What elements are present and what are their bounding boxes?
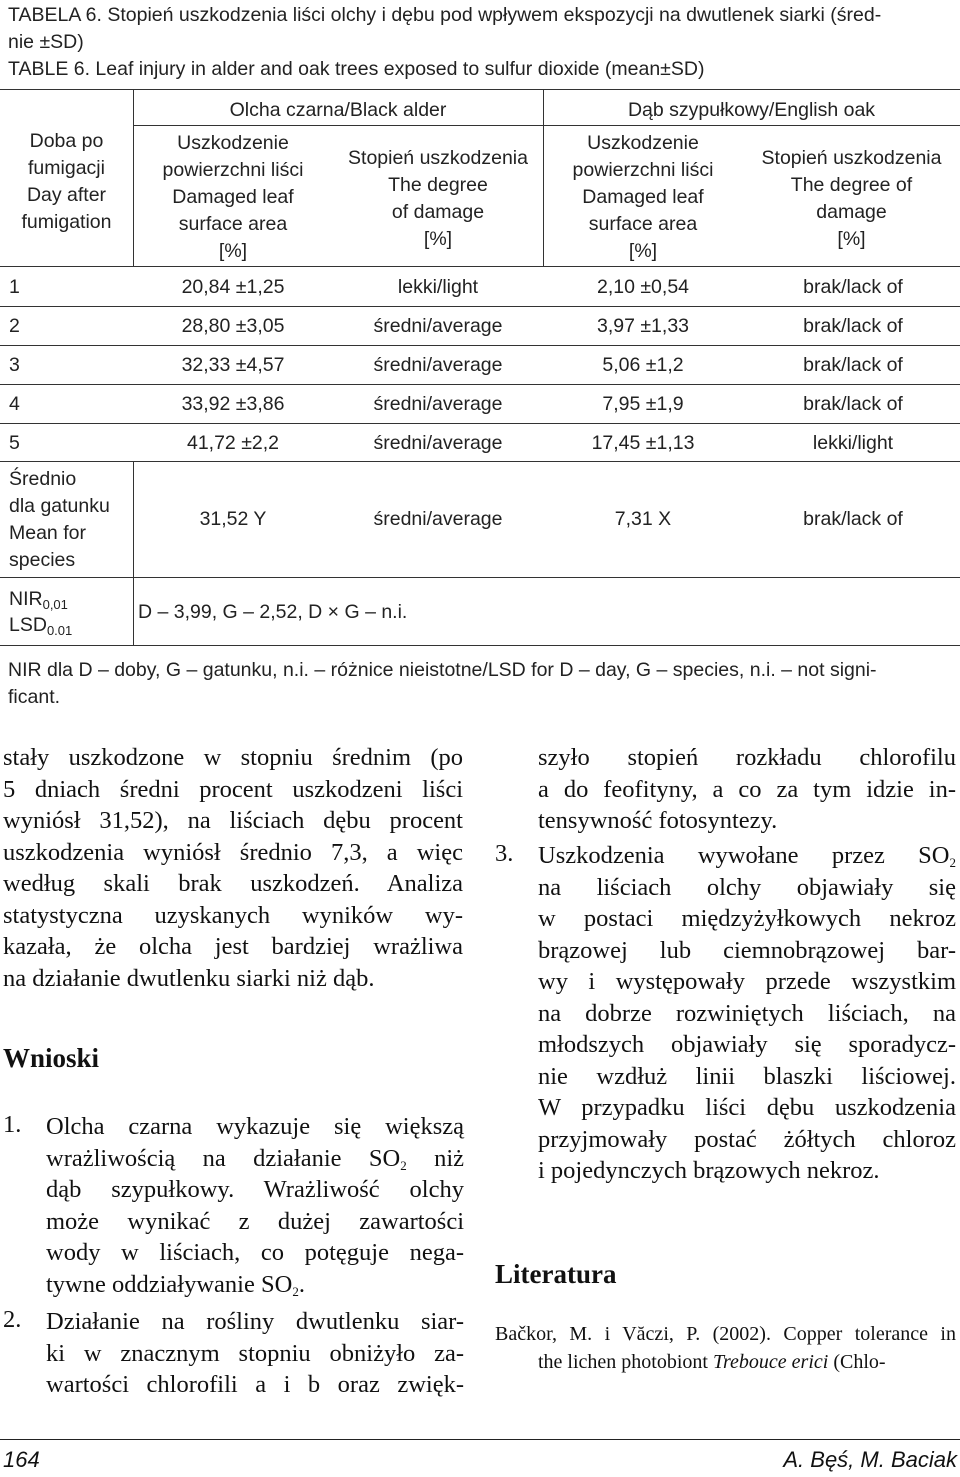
header-day: Doba po fumigacji Day after fumigation [21, 130, 112, 233]
table-note: NIR dla D – doby, G – gatunku, n.i. – różnice nieistotne/LSD for D – day, G – species, n.i. – not signi- ficant. [8, 659, 877, 708]
table-cell-alder-area: 33,92 ±3,86 [181, 393, 285, 415]
table-cell-day: 2 [9, 315, 20, 337]
table-row-rule [0, 423, 960, 424]
header-group-oak: Dąb szypułkowy/English oak [627, 99, 876, 121]
table-cell-oak-degree: brak/lack of [803, 393, 903, 415]
table-cell-oak-degree: lekki/light [812, 432, 894, 454]
table-cell-alder-degree: lekki/light [397, 276, 479, 298]
table-cell-oak-area: 7,95 ±1,9 [602, 393, 684, 415]
table-group-rule [133, 125, 960, 126]
caption-line: TABELA 6. Stopień uszkodzenia liści olchy i dębu pod wpływem ekspozycji na dwutlenek siarki (śred- [8, 4, 882, 26]
header-degree-oak: Stopień uszkodzenia The degree of damage [%] [761, 147, 942, 250]
table-cell-alder-area: 32,33 ±4,57 [181, 354, 285, 376]
mean-alder-area: 31,52 Y [199, 508, 267, 530]
table-row-rule [0, 306, 960, 307]
lsd-label: $LSD_{0.01}$ [9, 614, 73, 638]
conclusion-item-2: Działanie na rośliny dwutlenku siar- ki w znacznym stopniu obniżyło za- wartości chlorofili a i b oraz zwięk- [46, 1308, 464, 1398]
left-paragraph: stały uszkodzone w stopniu średnim (po 5 dniach średni procent uszkodzeni liści wyniósł 31,52), na liściach dębu procent uszkodzenia wyniósł średnio 7,3, a więc według skali brak uszkodzeń. Analiza statystyczna uzyskanych wyników wy- kazała, że olcha jest bardziej wrażliwa na działanie dwutlenku siarki niż dąb. [3, 744, 463, 992]
mean-alder-degree: średni/average [373, 508, 503, 530]
footer-rule [0, 1439, 960, 1440]
table-cell-oak-area: 17,45 ±1,13 [591, 432, 695, 454]
table-header-rule [0, 266, 960, 267]
list-number: 2. [3, 1306, 22, 1333]
table-cell-alder-area: 28,80 ±3,05 [181, 315, 285, 337]
nir-value: D – 3,99, G – 2,52, D × G – n.i. [138, 601, 408, 623]
table-caption [8, 2, 953, 83]
reference-entry: Bačkor, M. i Văczi, P. (2002). Copper tolerance in the lichen photobiont Trebouce erici (Chlo- [495, 1323, 956, 1373]
conclusion-item-3: Uszkodzenia wywołane przez $SO_2$ na liściach olchy objawiały się w postaci międzyżyłkowych nekroz brązowej lub ciemnobrązowej bar- wy i występowały przede wszystkim na dobrze rozwiniętych liściach, na młodszych objawiały się sporadycz- nie wzdłuż linii blaszki liściowej. W przypadku liści dębu uszkodzenia przyjmowały postać żółtych chloroz i pojedynczych brązowych nekroz. [538, 842, 956, 1184]
table-bottom-rule [0, 645, 960, 646]
table-cell-alder-degree: średni/average [373, 432, 503, 454]
table-cell-day: 1 [9, 276, 20, 298]
page-number: 164 [3, 1447, 40, 1472]
table-cell-oak-degree: brak/lack of [803, 315, 903, 337]
table-cell-alder-area: 20,84 ±1,25 [181, 276, 285, 298]
table-cell-alder-degree: średni/average [373, 315, 503, 337]
table-cell-day: 5 [9, 432, 20, 454]
mean-oak-degree: brak/lack of [803, 508, 903, 530]
table-row-rule [0, 577, 960, 578]
footer-authors: A. Bęś, M. Baciak [783, 1447, 957, 1472]
table-cell-alder-area: 41,72 ±2,2 [186, 432, 280, 454]
heading-literatura: Literatura [495, 1259, 617, 1289]
table-cell-alder-degree: średni/average [373, 354, 503, 376]
conclusion-item-1: Olcha czarna wykazuje się większą wrażliwością na działanie $SO_2$ niż dąb szypułkowy. Wrażliwość olchy może wynikać z dużej zawartości wody w liściach, co potęguje nega- tywne oddziaływanie $SO_2$. [46, 1113, 465, 1299]
table-cell-oak-area: 5,06 ±1,2 [602, 354, 684, 376]
table-cell-oak-area: 2,10 ±0,54 [596, 276, 690, 298]
table-col-divider [133, 461, 134, 645]
header-area-oak: Uszkodzenie powierzchni liści Damaged leaf surface area [%] [572, 132, 714, 262]
table-cell-oak-degree: brak/lack of [803, 276, 903, 298]
table-top-rule [0, 89, 960, 90]
header-group-alder: Olcha czarna/Black alder [229, 99, 447, 121]
table-row-rule [0, 384, 960, 385]
table-cell-alder-degree: średni/average [373, 393, 503, 415]
caption-line: nie ±SD) [8, 31, 84, 53]
table-cell-day: 4 [9, 393, 20, 415]
mean-label: Średnio dla gatunku Mean for species [9, 468, 110, 571]
list-number: 1. [3, 1111, 22, 1138]
table-cell-oak-degree: brak/lack of [803, 354, 903, 376]
list-number: 3. [495, 840, 514, 867]
table-row-rule [0, 345, 960, 346]
table-cell-oak-area: 3,97 ±1,33 [596, 315, 690, 337]
right-continuation: szyło stopień rozkładu chlorofilu a do feofityny, a co za tym idzie in- tensywność fotosyntezy. [538, 744, 956, 834]
heading-wnioski: Wnioski [3, 1043, 100, 1073]
header-area-alder: Uszkodzenie powierzchni liści Damaged leaf surface area [%] [162, 132, 304, 262]
table-cell-day: 3 [9, 354, 20, 376]
caption-line: TABLE 6. Leaf injury in alder and oak trees exposed to sulfur dioxide (mean±SD) [8, 58, 705, 80]
header-degree-alder: Stopień uszkodzenia The degree of damage [%] [348, 147, 528, 250]
nir-label: $NIR_{0,01}$ [9, 588, 68, 612]
mean-oak-area: 7,31 X [614, 508, 672, 530]
table-row-rule [0, 461, 960, 462]
